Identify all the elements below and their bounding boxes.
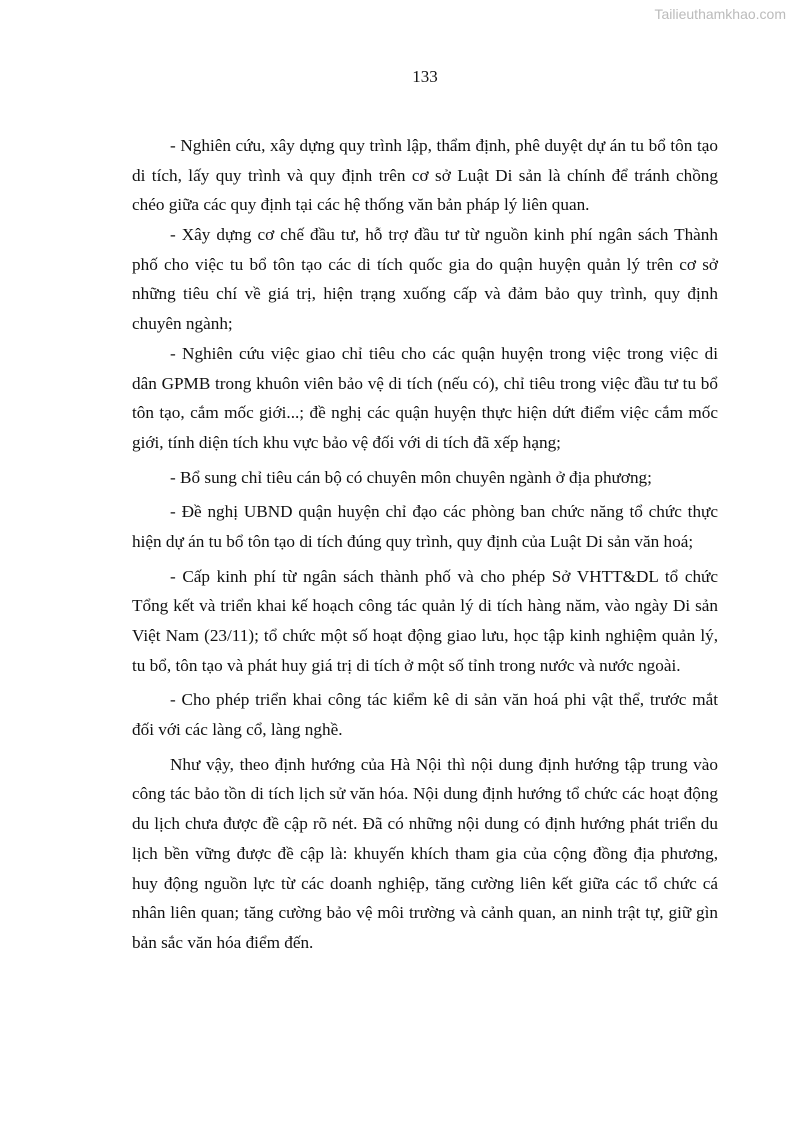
text-line: - Cho phép triển khai công tác kiểm kê di sản văn hoá phi vật thể, trước mắt: [170, 690, 718, 710]
text-line: nhân liên quan; tăng cường bảo vệ môi trường và cảnh quan, an ninh trật tự, giữ gìn: [132, 903, 718, 923]
text-line: chuyên ngành;: [132, 314, 233, 334]
text-line: tu bổ, tôn tạo và phát huy giá trị di tích ở một số tỉnh trong nước và nước ngoài.: [132, 655, 681, 675]
text-line: - Cấp kinh phí từ ngân sách thành phố và cho phép Sở VHTT&DL tổ chức: [170, 566, 718, 586]
text-line: - Đề nghị UBND quận huyện chỉ đạo các phòng ban chức năng tổ chức thực: [170, 502, 718, 522]
paragraph: [132, 339, 718, 458]
text-line: giới, tính diện tích khu vực bảo vệ đối với di tích đã xếp hạng;: [132, 432, 561, 452]
text-line: - Bổ sung chỉ tiêu cán bộ có chuyên môn chuyên ngành ở địa phương;: [170, 467, 652, 487]
text-line: dân GPMB trong khuôn viên bảo vệ di tích (nếu có), chỉ tiêu trong việc đầu tư tu bổ: [132, 373, 718, 393]
text-line: Tổng kết và triển khai kế hoạch công tác quản lý di tích hàng năm, vào ngày Di sản: [132, 596, 718, 616]
text-line: những tiêu chí về giá trị, hiện trạng xuống cấp và đảm bảo quy trình, quy định: [132, 284, 718, 304]
text-line: - Xây dựng cơ chế đầu tư, hỗ trợ đầu tư từ nguồn kinh phí ngân sách Thành: [170, 225, 718, 245]
text-line: tôn tạo, cắm mốc giới...; đề nghị các quận huyện thực hiện dứt điểm việc cắm mốc: [132, 403, 718, 423]
text-line: Như vậy, theo định hướng của Hà Nội thì nội dung định hướng tập trung vào: [170, 754, 718, 774]
text-line: huy động nguồn lực từ các doanh nghiệp, tăng cường liên kết giữa các tổ chức cá: [132, 873, 718, 893]
text-line: đối với các làng cổ, làng nghề.: [132, 720, 343, 740]
watermark: Tailieuthamkhao.com: [654, 6, 786, 22]
paragraph: [132, 220, 718, 339]
text-line: - Nghiên cứu việc giao chỉ tiêu cho các quận huyện trong việc trong việc di: [170, 343, 718, 363]
text-line: phố cho việc tu bổ tôn tạo các di tích quốc gia do quận huyện quản lý trên cơ sở: [132, 254, 718, 274]
paragraph: [132, 497, 718, 556]
text-line: Việt Nam (23/11); tổ chức một số hoạt động giao lưu, học tập kinh nghiệm quản lý,: [132, 626, 718, 645]
text-line: - Nghiên cứu, xây dựng quy trình lập, thẩm định, phê duyệt dự án tu bổ tôn tạo: [170, 136, 718, 155]
text-line: lịch bền vững được đề cập là: khuyến khích tham gia của cộng đồng địa phương,: [132, 843, 718, 863]
page-number: 133: [412, 67, 438, 86]
text-line: hiện dự án tu bổ tôn tạo di tích đúng quy trình, quy định của Luật Di sản văn hoá;: [132, 531, 694, 551]
paragraph: [132, 750, 718, 958]
paragraph: [132, 131, 718, 220]
text-line: bản sắc văn hóa điểm đến.: [132, 932, 314, 952]
text-line: di tích, lấy quy trình và quy định trên cơ sở Luật Di sản là chính để tránh chồng: [132, 165, 718, 185]
paragraph: [132, 685, 718, 744]
paragraph: [132, 562, 718, 681]
text-line: chéo giữa các quy định tại các hệ thống văn bản pháp lý liên quan.: [132, 195, 590, 215]
paragraph: [132, 463, 718, 493]
text-line: du lịch chưa được đề cập rõ nét. Đã có những nội dung có định hướng phát triển du: [132, 814, 718, 834]
document-body: [132, 131, 718, 958]
text-line: công tác bảo tồn di tích lịch sử văn hóa. Nội dung định hướng tổ chức các hoạt động: [132, 784, 718, 804]
